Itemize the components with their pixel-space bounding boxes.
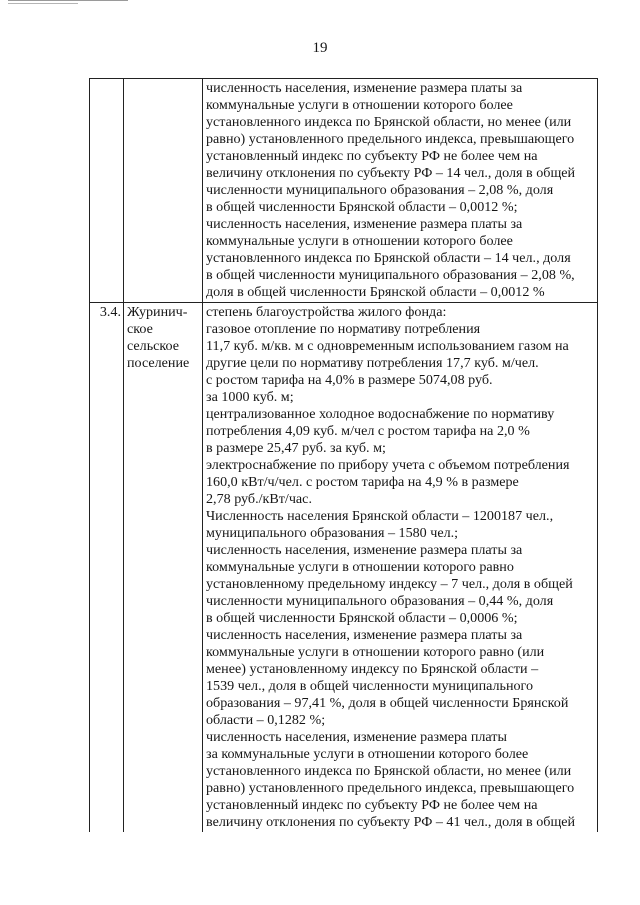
table-body (90, 79, 598, 833)
scan-edge-mark (8, 0, 128, 7)
description-line: установленный индекс по субъекту РФ не более чем на (206, 797, 538, 813)
description-line: потребления 4,09 куб. м/чел с ростом тарифа на 2,0 % (206, 423, 530, 439)
municipality-name-line: Журинич- (127, 304, 188, 320)
description-line: величину отклонения по субъекту РФ – 14 чел., доля в общей (206, 165, 576, 181)
description-line: численность населения, изменение размера платы за (206, 216, 523, 232)
description-line: Численность населения Брянской области – 1200187 чел., (206, 508, 554, 524)
description-line: коммунальные услуги в отношении которого более (206, 233, 513, 249)
municipality-name-line: ское (127, 321, 153, 337)
description-line: установленному предельному индексу – 7 чел., доля в общей (206, 576, 573, 592)
description-line: 11,7 куб. м/кв. м с одновременным использованием газом на (206, 338, 569, 354)
description-line: другие цели по нормативу потребления 17,7 куб. м/чел. (206, 355, 539, 371)
description-line: численность населения, изменение размера платы за (206, 542, 523, 558)
description-line: численность населения, изменение размера платы (206, 729, 507, 745)
description-line: доля в общей численности Брянской области – 0,0012 % (206, 284, 545, 300)
description-line: в размере 25,47 руб. за куб. м; (206, 440, 386, 456)
description-line: численность населения, изменение размера платы за (206, 627, 523, 643)
description-line: электроснабжение по прибору учета с объемом потребления (206, 457, 570, 473)
indicator-table (89, 78, 598, 832)
description-line: численности муниципального образования – 2,08 %, доля (206, 182, 554, 198)
page-number: 19 (312, 40, 328, 56)
description-line: коммунальные услуги в отношении которого равно (или (206, 644, 545, 660)
description-line: коммунальные услуги в отношении которого более (206, 97, 513, 113)
description-line: централизованное холодное водоснабжение по нормативу (206, 406, 555, 422)
description-line: равно) установленного предельного индекса, превышающего (206, 780, 575, 796)
table-row (90, 79, 598, 303)
description-line: установленного индекса по Брянской области – 14 чел., доля (206, 250, 571, 266)
description-cell (203, 303, 598, 833)
description-line: установленного индекса по Брянской области, но менее (или (206, 114, 572, 130)
description-line: численности муниципального образования – 0,44 %, доля (206, 593, 554, 609)
description-line: численность населения, изменение размера платы за (206, 80, 523, 96)
municipality-name-line: сельское (127, 338, 180, 354)
description-line: области – 0,1282 %; (206, 712, 326, 728)
description-line: 2,78 руб./кВт/час. (206, 491, 312, 507)
municipality-name-cell (124, 303, 203, 833)
description-line: коммунальные услуги в отношении которого равно (206, 559, 514, 575)
municipality-name-line: поселение (127, 355, 190, 371)
description-line: равно) установленного предельного индекса, превышающего (206, 131, 575, 147)
description-line: установленного индекса по Брянской области, но менее (или (206, 763, 572, 779)
description-line: образования – 97,41 %, доля в общей численности Брянской (206, 695, 569, 711)
description-line: с ростом тарифа на 4,0% в размере 5074,08 руб. (206, 372, 493, 388)
row-number-cell (90, 79, 124, 303)
description-line: в общей численности Брянской области – 0,0006 %; (206, 610, 518, 626)
description-line: за 1000 куб. м; (206, 389, 294, 405)
description-cell (203, 79, 598, 303)
row-number-cell (90, 303, 124, 833)
description-line: за коммунальные услуги в отношении которого более (206, 746, 529, 762)
description-line: 160,0 кВт/ч/чел. с ростом тарифа на 4,9 % в размере (206, 474, 519, 490)
municipality-name-cell (124, 79, 203, 303)
description-line: 1539 чел., доля в общей численности муниципального (206, 678, 534, 694)
description-line: установленный индекс по субъекту РФ не более чем на (206, 148, 538, 164)
description-line: в общей численности Брянской области – 0,0012 %; (206, 199, 518, 215)
description-line: величину отклонения по субъекту РФ – 41 чел., доля в общей (206, 814, 576, 830)
description-line: газовое отопление по нормативу потребления (206, 321, 481, 337)
row-number: 3.4. (99, 304, 121, 320)
description-line: в общей численности муниципального образования – 2,08 %, (206, 267, 575, 283)
description-line: степень благоустройства жилого фонда: (206, 304, 447, 320)
description-line: муниципального образования – 1580 чел.; (206, 525, 459, 541)
table-row (90, 303, 598, 833)
description-line: менее) установленному индексу по Брянской области – (206, 661, 539, 677)
